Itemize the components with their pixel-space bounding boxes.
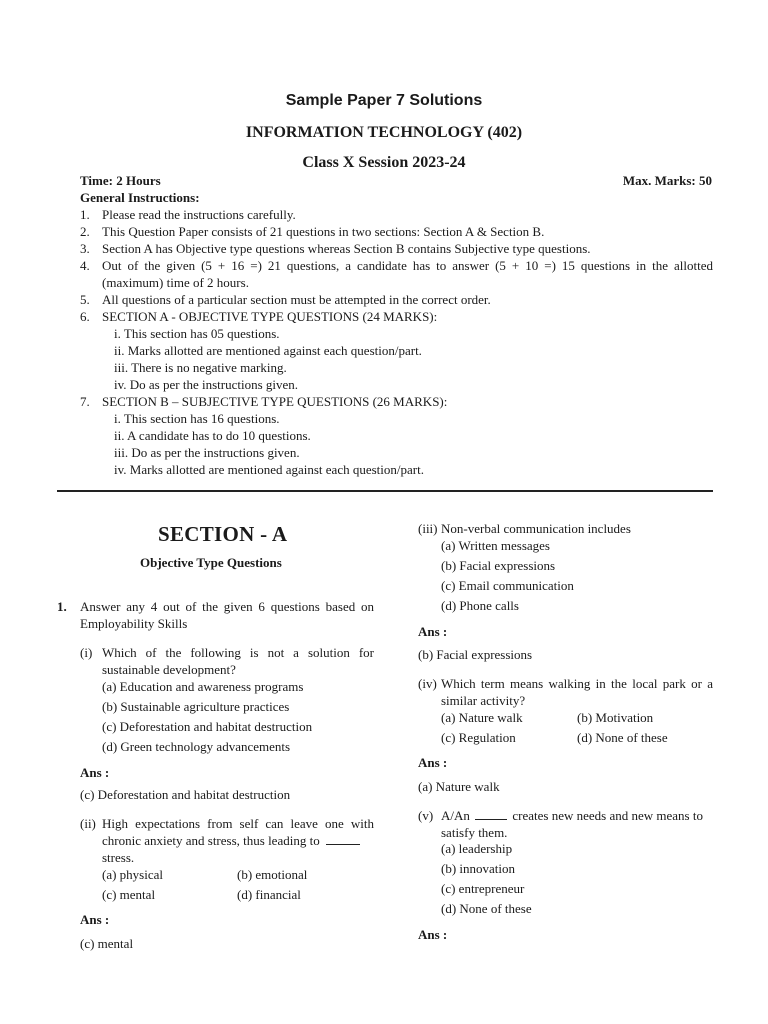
instruction-subitem: iv. Marks allotted are mentioned against each question/part.	[114, 462, 424, 477]
part-question-continued: satisfy them.	[441, 825, 508, 840]
option: (c) Deforestation and habitat destruction	[102, 719, 313, 734]
option: (a) leadership	[441, 841, 513, 856]
answer-label: Ans :	[418, 624, 448, 639]
answer-text: (c) mental	[80, 936, 134, 951]
option: (b) Motivation	[577, 710, 654, 725]
option: (d) None of these	[441, 901, 532, 916]
option: (c) mental	[102, 887, 156, 902]
instruction-number: 2.	[80, 224, 90, 239]
part-question-continued	[102, 832, 360, 849]
instruction-text: Please read the instructions carefully.	[102, 207, 296, 222]
answer-text: (a) Nature walk	[418, 779, 500, 794]
answer-label: Ans :	[80, 912, 110, 927]
option: (d) financial	[237, 887, 301, 902]
fill-in-blank	[326, 833, 360, 845]
instruction-subitem: iii. There is no negative marking.	[114, 360, 287, 375]
answer-label: Ans :	[80, 765, 110, 780]
option: (b) Sustainable agriculture practices	[102, 699, 290, 714]
instruction-subitem: i. This section has 16 questions.	[114, 411, 280, 426]
instruction-number: 1.	[80, 207, 90, 222]
part-question: Non-verbal communication includes	[441, 521, 631, 536]
instruction-text: SECTION B – SUBJECTIVE TYPE QUESTIONS (26 MARKS):	[102, 394, 448, 409]
part-question: Which of the following is not a solution for	[102, 645, 374, 660]
instruction-text: Out of the given (5 + 16 =) 21 questions, a candidate has to answer (5 + 10 =) 15 questions in the allotted	[102, 258, 713, 273]
part-question	[441, 807, 703, 824]
option: (b) emotional	[237, 867, 308, 882]
instruction-number: 6.	[80, 309, 90, 324]
instruction-subitem: iv. Do as per the instructions given.	[114, 377, 299, 392]
instruction-number: 3.	[80, 241, 90, 256]
part-question-text: chronic anxiety and stress, thus leading to	[102, 833, 320, 848]
section-a-title: SECTION - A	[158, 522, 288, 546]
part-label: (iii)	[418, 521, 438, 536]
part-question-continued: similar activity?	[441, 693, 526, 708]
part-question-text: creates new needs and new means to	[512, 808, 703, 823]
answer-text: (c) Deforestation and habitat destruction	[80, 787, 291, 802]
option: (c) entrepreneur	[441, 881, 525, 896]
option: (c) Regulation	[441, 730, 516, 745]
option: (a) Education and awareness programs	[102, 679, 304, 694]
part-label: (ii)	[80, 816, 96, 831]
option: (a) Nature walk	[441, 710, 523, 725]
instruction-text: This Question Paper consists of 21 questions in two sections: Section A & Section B.	[102, 224, 545, 239]
option: (b) innovation	[441, 861, 516, 876]
part-question: High expectations from self can leave one with	[102, 816, 374, 831]
instruction-text: SECTION A - OBJECTIVE TYPE QUESTIONS (24 MARKS):	[102, 309, 438, 324]
answer-label: Ans :	[418, 755, 448, 770]
option: (a) Written messages	[441, 538, 550, 553]
instruction-subitem: ii. Marks allotted are mentioned against each question/part.	[114, 343, 422, 358]
question-text-continued: Employability Skills	[80, 616, 188, 631]
option: (a) physical	[102, 867, 164, 882]
instruction-number: 7.	[80, 394, 90, 409]
part-question-continued: stress.	[102, 850, 135, 865]
subject-heading: INFORMATION TECHNOLOGY (402)	[245, 124, 523, 141]
part-question-text: A/An	[441, 808, 470, 823]
instruction-text: All questions of a particular section must be attempted in the correct order.	[102, 292, 491, 307]
part-label: (iv)	[418, 676, 437, 691]
instruction-subitem: i. This section has 05 questions.	[114, 326, 280, 341]
section-a-subtitle: Objective Type Questions	[140, 555, 282, 570]
instruction-subitem: ii. A candidate has to do 10 questions.	[114, 428, 311, 443]
class-session-heading: Class X Session 2023-24	[302, 154, 466, 171]
instruction-subitem: iii. Do as per the instructions given.	[114, 445, 300, 460]
option: (b) Facial expressions	[441, 558, 556, 573]
part-question-continued: sustainable development?	[102, 662, 236, 677]
max-marks-label: Max. Marks: 50	[622, 173, 712, 188]
instruction-number: 4.	[80, 258, 90, 273]
instruction-text-continued: (maximum) time of 2 hours.	[102, 275, 249, 290]
option: (c) Email communication	[441, 578, 574, 593]
question-text: Answer any 4 out of the given 6 questions based on	[80, 599, 374, 614]
option: (d) Green technology advancements	[102, 739, 291, 754]
option: (d) None of these	[577, 730, 668, 745]
part-question: Which term means walking in the local park or a	[441, 676, 713, 691]
part-label: (i)	[80, 645, 93, 660]
answer-label: Ans :	[418, 927, 448, 942]
instruction-number: 5.	[80, 292, 90, 307]
time-label: Time: 2 Hours	[80, 173, 161, 188]
question-number: 1.	[57, 599, 67, 614]
general-instructions-heading: General Instructions:	[80, 190, 200, 205]
option: (d) Phone calls	[441, 598, 519, 613]
part-label: (v)	[418, 808, 434, 823]
section-divider	[57, 490, 713, 492]
instruction-text: Section A has Objective type questions whereas Section B contains Subjective type questions.	[102, 241, 591, 256]
answer-text: (b) Facial expressions	[418, 647, 533, 662]
paper-title: Sample Paper 7 Solutions	[285, 92, 483, 109]
fill-in-blank	[475, 808, 507, 820]
